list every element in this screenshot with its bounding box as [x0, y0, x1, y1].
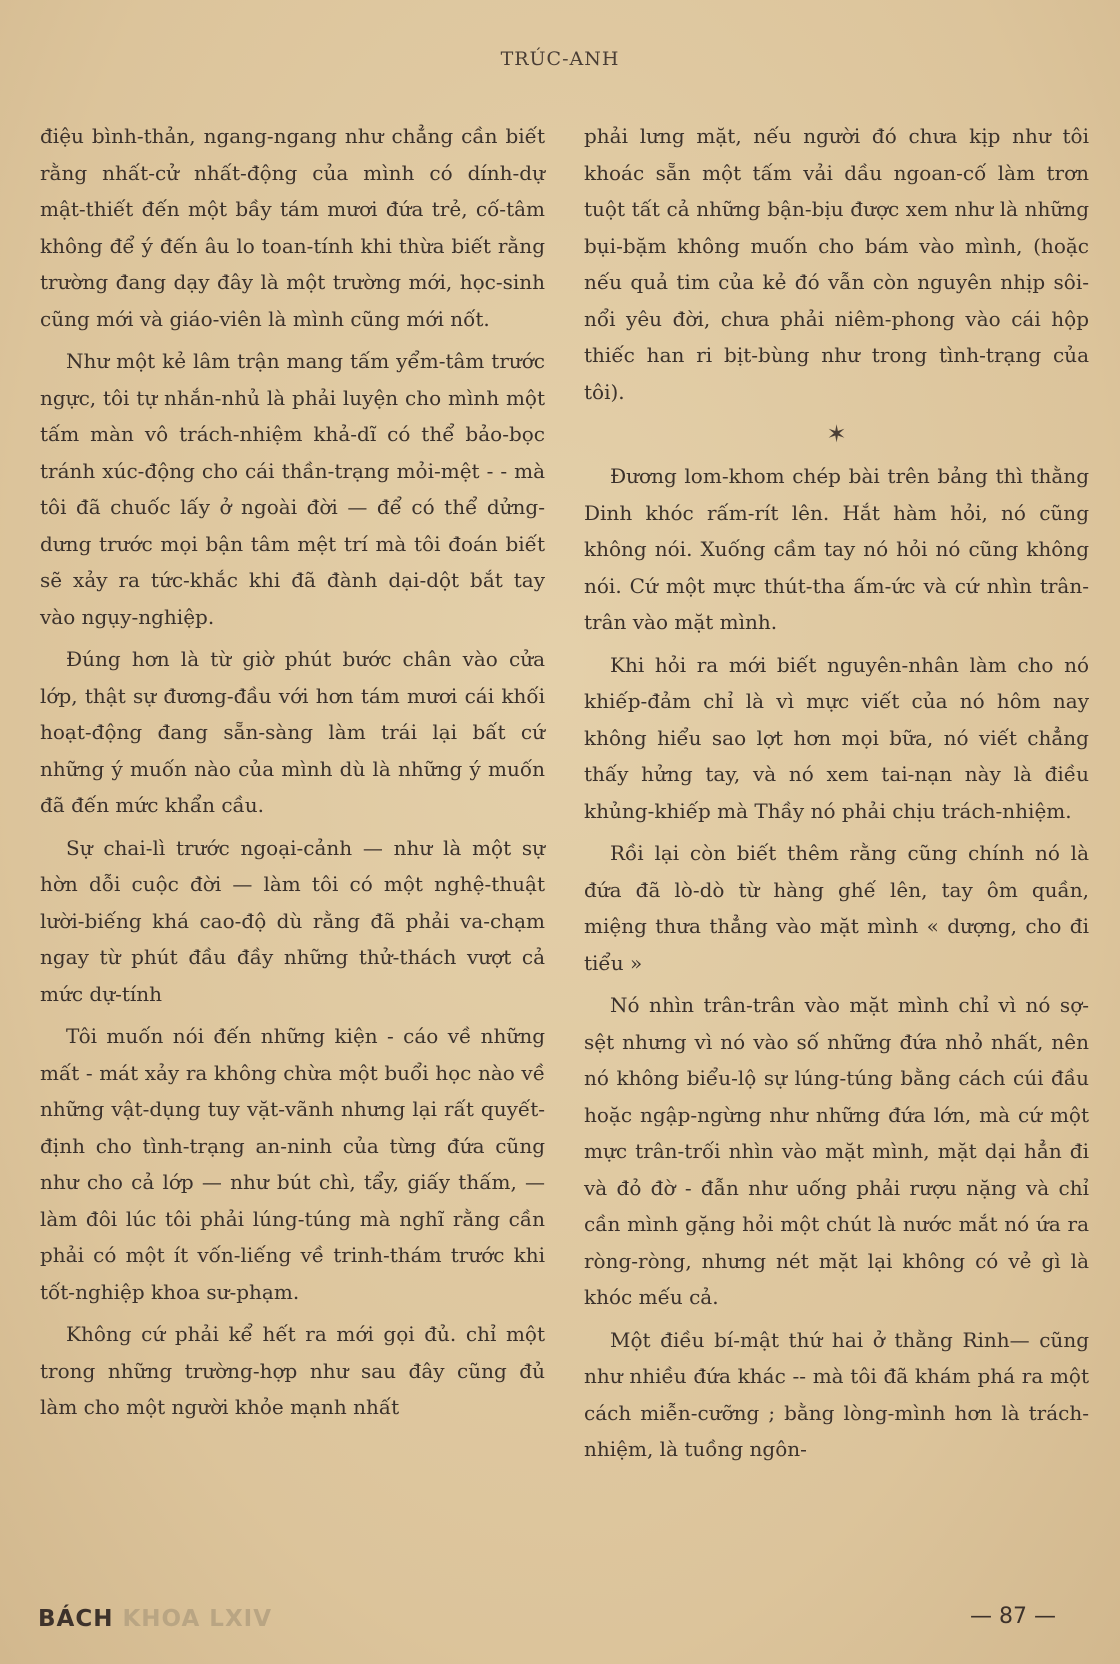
magazine-issue: KHOA LXIV — [122, 1606, 273, 1632]
magazine-name: BÁCH — [38, 1606, 114, 1632]
paragraph: Rồi lại còn biết thêm rằng cũng chính nó là đứa đã lò-dò từ hàng ghế lên, tay ôm quần, miệng thưa thẳng vào mặt mình « dượng, cho đi tiểu » — [584, 841, 1089, 975]
paragraph: Đương lom-khom chép bài trên bảng thì thằng Dinh khóc rấm-rít lên. Hắt hàm hỏi, nó cũng không nói. Xuống cầm tay nó hỏi nó cũng không nói. Cứ một mực thút-tha ấm-ức và cứ nhìn trân-trân vào mặt mình. — [584, 464, 1089, 634]
paragraph: Đúng hơn là từ giờ phút bước chân vào cửa lớp, thật sự đương-đầu với hơn tám mươi cái khối hoạt-động đang sẵn-sàng làm trái lại bất cứ những ý muốn nào của mình dù là những ý muốn đã đến mức khẩn cầu. — [40, 647, 545, 817]
paragraph: Sự chai-lì trước ngoại-cảnh — như là một sự hờn dỗi cuộc đời — làm tôi có một nghệ-thuật lười-biếng khá cao-độ dù rằng đã phải va-chạm ngay từ phút đầu đầy những thử-thách vượt cả mức dự-tính — [40, 835, 545, 1006]
section-break-star-icon: ✶ — [826, 420, 847, 448]
left-column — [40, 118, 545, 1432]
magazine-footer — [38, 1606, 272, 1632]
right-column — [584, 118, 1089, 1474]
paragraph: Tôi muốn nói đến những kiện - cáo về những mất - mát xảy ra không chừa một buổi học nào về những vật-dụng tuy vặt-vãnh nhưng lại rất quyết-định cho tình-trạng an-ninh của từng đứa cũng như cho cả lớp — như bút chì, tẩy, giấy thấm, — làm đôi lúc tôi phải lúng-túng mà nghĩ rằng cần phải có một ít vốn-liếng về trinh-thám trước khi tốt-nghiệp khoa sư-phạm. — [40, 1024, 545, 1304]
page-number: — 87 — — [970, 1604, 1056, 1629]
paragraph: phải lưng mặt, nếu người đó chưa kịp như tôi khoác sẵn một tấm vải dầu ngoan-cố làm trơn tuột tất cả những bận-bịu được xem như là những bụi-bặm không muốn cho bám vào mình, (hoặc nếu quả tim của kẻ đó vẫn còn nguyên nhịp sôi-nổi yêu đời, chưa phải niêm-phong vào cái hộp thiếc han ri bịt-bùng như trong tình-trạng của tôi). — [584, 124, 1089, 404]
paragraph: Không cứ phải kể hết ra mới gọi đủ. chỉ một trong những trường-hợp như sau đây cũng đủ làm cho một người khỏe mạnh nhất — [40, 1322, 545, 1419]
paragraph: Một điều bí-mật thứ hai ở thằng Rinh— cũng như nhiều đứa khác -- mà tôi đã khám phá ra một cách miễn-cưỡng ; bằng lòng-mình hơn là trách-nhiệm, là tuồng ngôn- — [584, 1327, 1089, 1461]
paragraph: Nó nhìn trân-trân vào mặt mình chỉ vì nó sợ-sệt nhưng vì nó vào số những đứa nhỏ nhất, nên nó không biểu-lộ sự lúng-túng bằng cách cúi đầu hoặc ngập-ngừng như những đứa lớn, mà cứ một mực trân-trối nhìn vào mặt mình, mặt dại hẳn đi và đỏ đờ - đẫn như uống phải rượu nặng và chỉ cần mình gặng hỏi một chút là nước mắt nó ứa ra ròng-ròng, nhưng nét mặt lại không có vẻ gì là khóc mếu cả. — [584, 993, 1089, 1309]
paragraph: điệu bình-thản, ngang-ngang như chẳng cần biết rằng nhất-cử nhất-động của mình có dính-dự mật-thiết đến một bầy tám mươi đứa trẻ, cố-tâm không để ý đến âu lo toan-tính khi thừa biết rằng trường đang dạy đây là một trường mới, học-sinh cũng mới và giáo-viên là mình cũng mới nốt. — [40, 124, 545, 331]
paragraph: Như một kẻ lâm trận mang tấm yểm-tâm trước ngực, tôi tự nhắn-nhủ là phải luyện cho mình một tấm màn vô trách-nhiệm khả-dĩ có thể bảo-bọc tránh xúc-động cho cái thần-trạng mỏi-mệt - - mà tôi đã chuốc lấy ở ngoài đời — để có thể dửng-dưng trước mọi bận tâm mệt trí mà tôi đoán biết sẽ xảy ra tức-khắc khi đã đành dại-dột bắt tay vào ngụy-nghiệp. — [40, 349, 545, 629]
running-head: TRÚC-ANH — [500, 48, 620, 70]
paragraph: Khi hỏi ra mới biết nguyên-nhân làm cho nó khiếp-đảm chỉ là vì mực viết của nó hôm nay không hiểu sao lợt hơn mọi bữa, nó viết chẳng thấy hửng tay, và nó xem tai-nạn này là điều khủng-khiếp mà Thầy nó phải chịu trách-nhiệm. — [584, 652, 1089, 823]
